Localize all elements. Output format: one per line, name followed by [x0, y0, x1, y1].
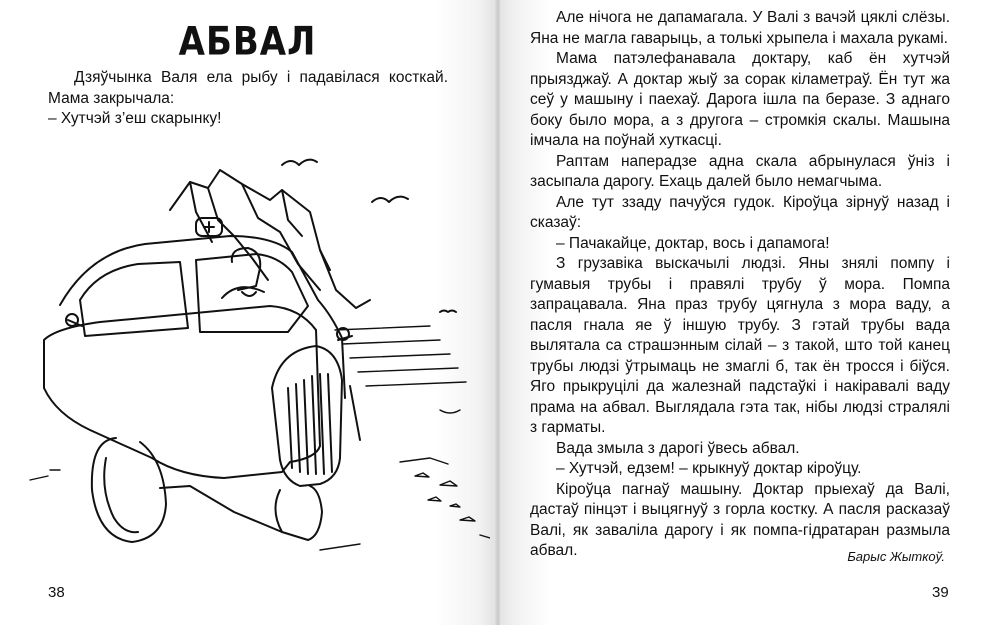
paragraph-4: Але тут ззаду пачуўся гудок. Кіроўца зірнуў назад і сказаў: — [530, 193, 950, 231]
paragraph-9: Кіроўца пагнаў машыну. Доктар прыехаў да Валі, дастаў пінцэт і выцягнуў з горла костку. А пасля расказаў Валі, як заваліла дарогу і як помпа-гідратаран размыла абвал. — [530, 480, 950, 559]
story-text — [530, 8, 950, 562]
right-page — [500, 0, 1000, 625]
page-number-right: 39 — [932, 584, 949, 601]
paragraph-8: – Хутчэй, едзем! – крыкнуў доктар кіроўцу. — [556, 460, 862, 477]
intro-line-2: Мама закрычала: — [48, 89, 175, 107]
intro-line-3: – Хутчэй з’еш скарынку! — [48, 110, 222, 127]
road-rocks — [400, 458, 490, 538]
seagull-3 — [440, 311, 456, 313]
story-title: АБВАЛ — [178, 19, 317, 65]
intro-line-1: Дзяўчынка Валя ела рыбу і падавілася косткай. — [74, 69, 448, 86]
page-number-left: 38 — [48, 584, 65, 601]
intro-text — [48, 68, 448, 130]
left-page — [0, 0, 495, 625]
sea — [335, 326, 466, 413]
car — [44, 218, 360, 542]
paragraph-5: – Пачакайце, доктар, вось і дапамога! — [556, 234, 830, 252]
paragraph-2: Мама патэлефанавала доктару, каб ён хутчэй прыязджаў. А доктар жыў за сорак кіламетраў. Ён тут жа сеў у машыну і паехаў. Дарога ішла па беразе. З аднаго боку было мора, а з другога – стромкія скалы. Машына імчала на поўнай хуткасці. — [530, 50, 950, 149]
paragraph-1: Але нічога не дапамагала. У Валі з вачэй цяклі слёзы. Яна не магла гаварыць, а толькі хрыпела і махала рукамі. — [530, 9, 950, 47]
paragraph-7: Вада змыла з дарогі ўвесь абвал. — [556, 439, 800, 457]
paragraph-6: З грузавіка выскачылі людзі. Яны знялі помпу і гумавыя трубы і правялі трубу ў мора. Помпа запрацавала. Яна праз трубу цягнула з мора ваду, а пасля гнала яе ў іншую трубу. З гэтай трубы вада вылятала са страшэнным сілай – з такой, што той канец трубы людзі ўтрымаць не змаглі б, так ён тросся і біўся. Яго прыкруцілі да жалезнай падстаўкі і накіравалі ваду прама на абвал. Выглядала гэта так, нібы людзі стралялі з гарматы. — [530, 255, 950, 436]
author: Барыс Жыткоў. — [847, 549, 945, 564]
seagull-1 — [282, 160, 317, 165]
paragraph-3: Раптам наперадзе адна скала абрынулася ўніз і засыпала дарогу. Ехаць далей было немагчыма. — [530, 152, 950, 190]
seagull-2 — [372, 197, 408, 202]
car-illustration — [20, 140, 490, 570]
